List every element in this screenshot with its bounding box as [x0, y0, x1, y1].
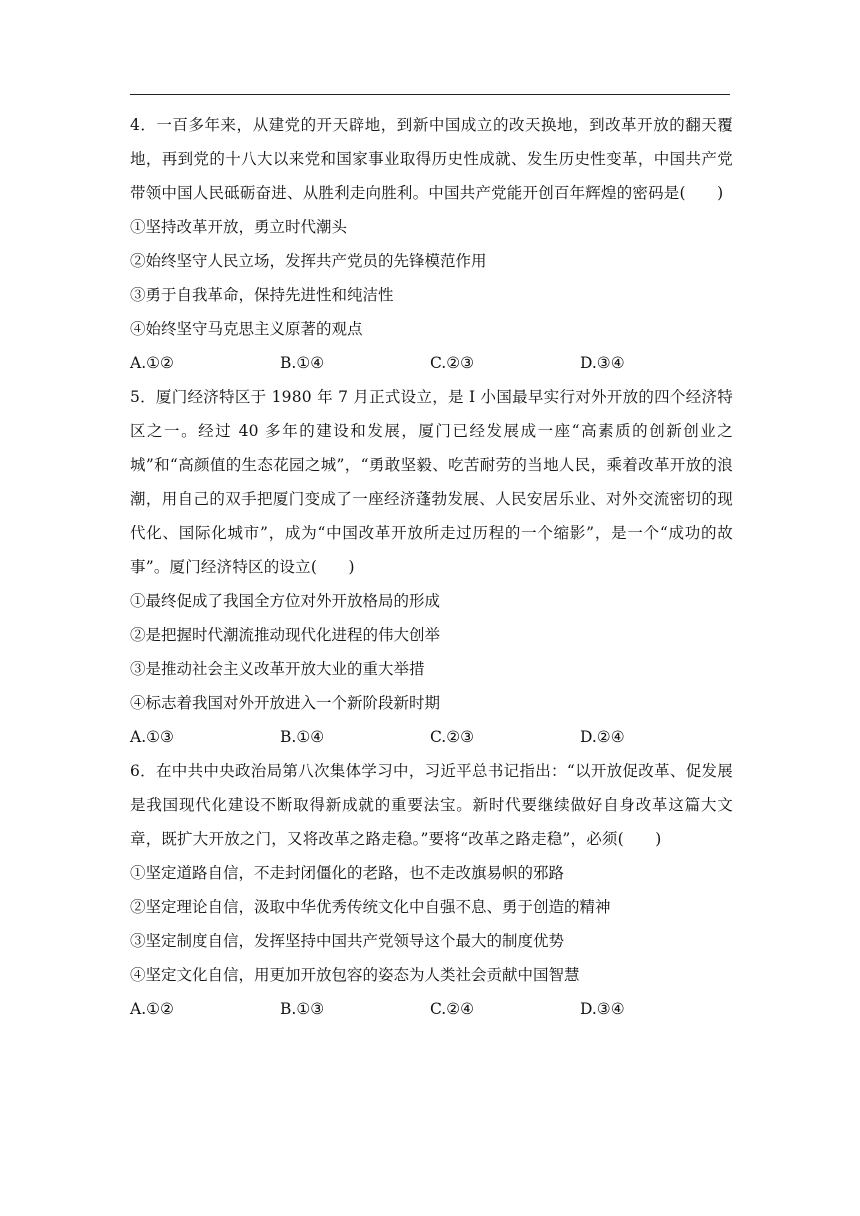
question-stem: 6．在中共中央政治局第八次集体学习中，习近平总书记指出：“以开放促改革、促发展是我国现代化建设不断取得新成就的重要法宝。新时代要继续做好自身改革这篇大文章，既扩大开放之门，又将改革之路走稳。”要将“改革之路走稳”，必须( ): [130, 762, 733, 848]
question-stem: 5．厦门经济特区于 1980 年 7 月正式设立，是 I 小国最早实行对外开放的四个经济特区之一。经过 40 多年的建设和发展，厦门已经发展成一座“高素质的创新创业之城”和“高颜值的生态花园之城”，“勇敢坚毅、吃苦耐劳的当地人民，乘着改革开放的浪潮，用自己的双手把厦门变成了一座经济蓬勃发展、人民安居乐业、对外交流密切的现代化、国际化城市”，成为“中国改革开放所走过历程的一个缩影”，是一个“成功的故事”。厦门经济特区的设立( ): [130, 388, 733, 576]
statement-option: ②坚定理论自信，汲取中华优秀传统文化中自强不息、勇于创造的精神: [130, 898, 611, 916]
statement-option: ④标志着我国对外开放进入一个新阶段新时期: [130, 694, 441, 712]
statement-option: ①最终促成了我国全方位对外开放格局的形成: [130, 592, 441, 610]
answer-choices: [130, 992, 733, 1026]
question-5: [130, 380, 733, 754]
answer-choice-d: D.③④: [580, 354, 625, 372]
answer-choice-d: D.②④: [580, 728, 625, 746]
statement-option: ④始终坚守马克思主义原著的观点: [130, 320, 363, 338]
answer-choice-a: A.①②: [130, 354, 174, 372]
statement-option: ①坚定道路自信，不走封闭僵化的老路，也不走改旗易帜的邪路: [130, 864, 565, 882]
statement-option: ①坚持改革开放，勇立时代潮头: [130, 218, 348, 236]
answer-choices: [130, 720, 733, 754]
header-rule: [130, 94, 730, 95]
answer-choices: [130, 346, 733, 380]
statement-option: ③勇于自我革命，保持先进性和纯洁性: [130, 286, 394, 304]
answer-choice-b: B.①④: [280, 728, 325, 746]
statement-option: ④坚定文化自信，用更加开放包容的姿态为人类社会贡献中国智慧: [130, 966, 580, 984]
answer-choice-d: D.③④: [580, 1000, 625, 1018]
answer-choice-c: C.②③: [430, 728, 475, 746]
question-list: [130, 108, 733, 1026]
answer-choice-b: B.①④: [280, 354, 325, 372]
answer-choice-c: C.②③: [430, 354, 475, 372]
statement-option: ②是把握时代潮流推动现代化进程的伟大创举: [130, 626, 441, 644]
question-stem: 4．一百多年来，从建党的开天辟地，到新中国成立的改天换地，到改革开放的翻天覆地，再到党的十八大以来党和国家事业取得历史性成就、发生历史性变革，中国共产党带领中国人民砥砺奋进、从胜利走向胜利。中国共产党能开创百年辉煌的密码是( ): [130, 116, 733, 202]
statement-option: ③坚定制度自信，发挥坚持中国共产党领导这个最大的制度优势: [130, 932, 565, 950]
statement-option: ③是推动社会主义改革开放大业的重大举措: [130, 660, 425, 678]
answer-choice-b: B.①③: [280, 1000, 325, 1018]
answer-choice-a: A.①②: [130, 1000, 174, 1018]
statement-option: ②始终坚守人民立场，发挥共产党员的先锋模范作用: [130, 252, 487, 270]
question-6: [130, 754, 733, 1026]
question-4: [130, 108, 733, 380]
answer-choice-c: C.②④: [430, 1000, 475, 1018]
answer-choice-a: A.①③: [130, 728, 174, 746]
